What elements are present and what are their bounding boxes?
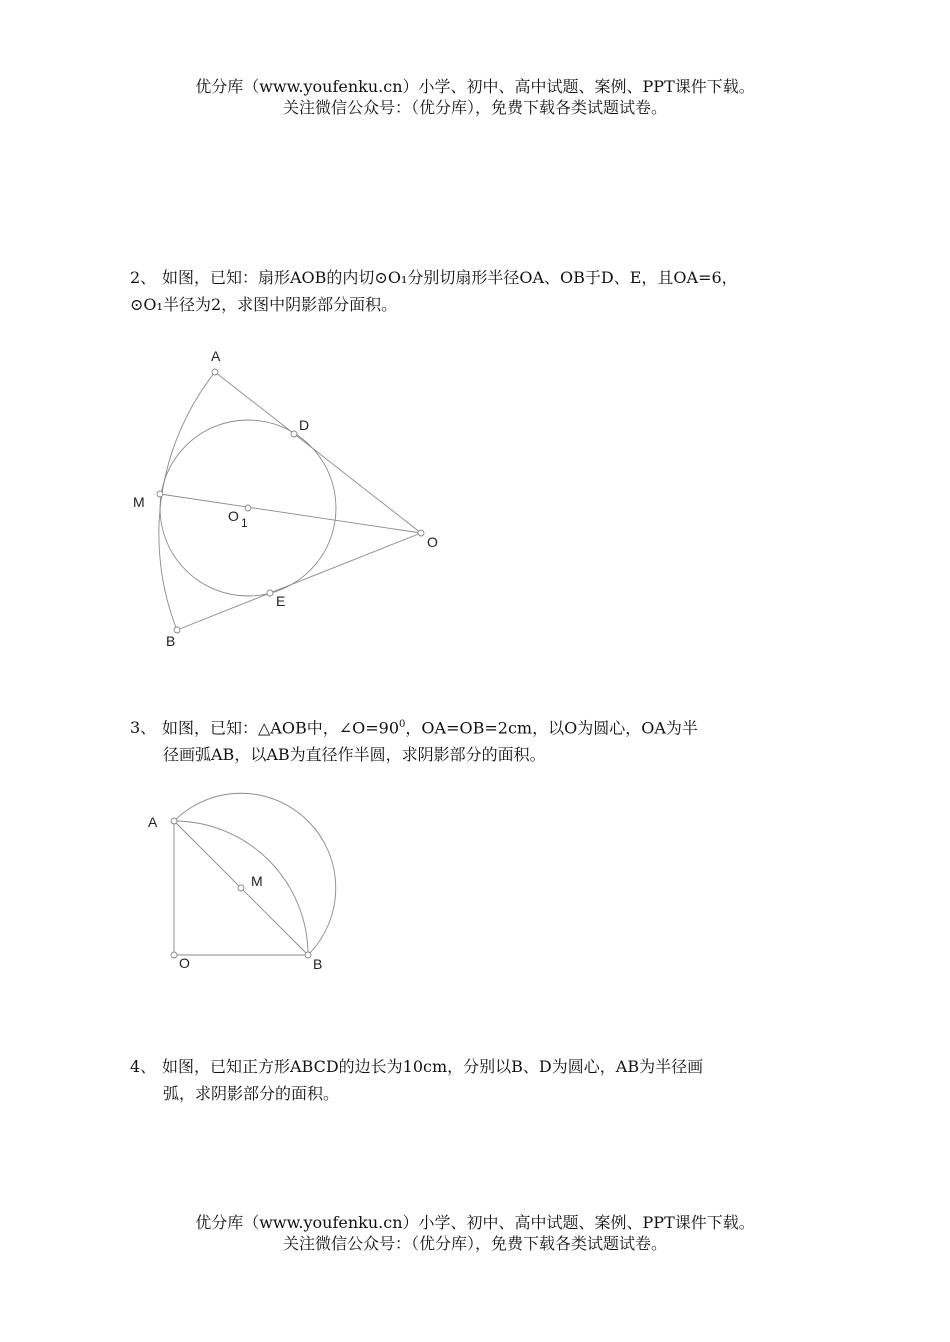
degree-superscript: 0: [399, 719, 406, 730]
point-O: [171, 952, 177, 958]
label-A: A: [148, 814, 158, 830]
footer-line-2: 关注微信公众号：（优分库），免费下载各类试题试卷。: [282, 1234, 667, 1253]
point-B: [305, 952, 311, 958]
page-footer: [0, 1212, 950, 1254]
point-E: [267, 590, 273, 596]
header-line-1: 优分库（www.youfenku.cn）小学、初中、高中试题、案例、PPT课件下载。: [195, 77, 755, 96]
label-B: B: [166, 633, 176, 649]
label-M: M: [251, 873, 263, 889]
label-A: A: [211, 348, 221, 364]
question-4-number: 4、: [130, 1057, 157, 1076]
label-O: O: [427, 534, 438, 550]
figure-2: [133, 348, 438, 649]
point-O1: [245, 505, 251, 511]
point-A: [171, 818, 177, 824]
point-O: [418, 530, 424, 536]
label-M: M: [133, 494, 145, 510]
footer-line-1: 优分库（www.youfenku.cn）小学、初中、高中试题、案例、PPT课件下载。: [195, 1213, 755, 1232]
question-2-number: 2、: [130, 268, 157, 287]
point-M: [238, 885, 244, 891]
question-3-number: 3、: [130, 718, 157, 738]
figure-3: [148, 793, 336, 972]
label-E: E: [276, 593, 286, 609]
question-2-text-2: ⊙O₁半径为2，求图中阴影部分面积。: [130, 295, 398, 314]
point-M: [157, 491, 163, 497]
point-A: [212, 369, 218, 375]
label-O1-subscript: 1: [241, 516, 248, 530]
question-3-text-1a: 如图，已知：△AOB中，∠O=90: [162, 718, 400, 738]
question-3-text-1b: ，OA=OB=2cm，以O为圆心，OA为半: [405, 718, 698, 738]
radius-OB: [177, 533, 421, 630]
header-line-2: 关注微信公众号：（优分库），免费下载各类试题试卷。: [282, 98, 667, 117]
question-3-text-2: 径画弧AB，以AB为直径作半圆，求阴影部分的面积。: [163, 745, 546, 765]
question-4-text-2: 弧，求阴影部分的面积。: [163, 1084, 340, 1103]
label-O: O: [179, 955, 190, 971]
label-O1: O: [228, 508, 239, 524]
label-D: D: [299, 417, 310, 433]
question-4-text-1: 如图，已知正方形ABCD的边长为10cm，分别以B、D为圆心，AB为半径画: [162, 1057, 704, 1076]
label-B: B: [313, 956, 323, 972]
question-2-text-1: 如图，已知：扇形AOB的内切⊙O₁分别切扇形半径OA、OB于D、E，且OA=6，: [162, 268, 738, 287]
point-D: [291, 431, 297, 437]
segment-MO: [160, 494, 421, 533]
